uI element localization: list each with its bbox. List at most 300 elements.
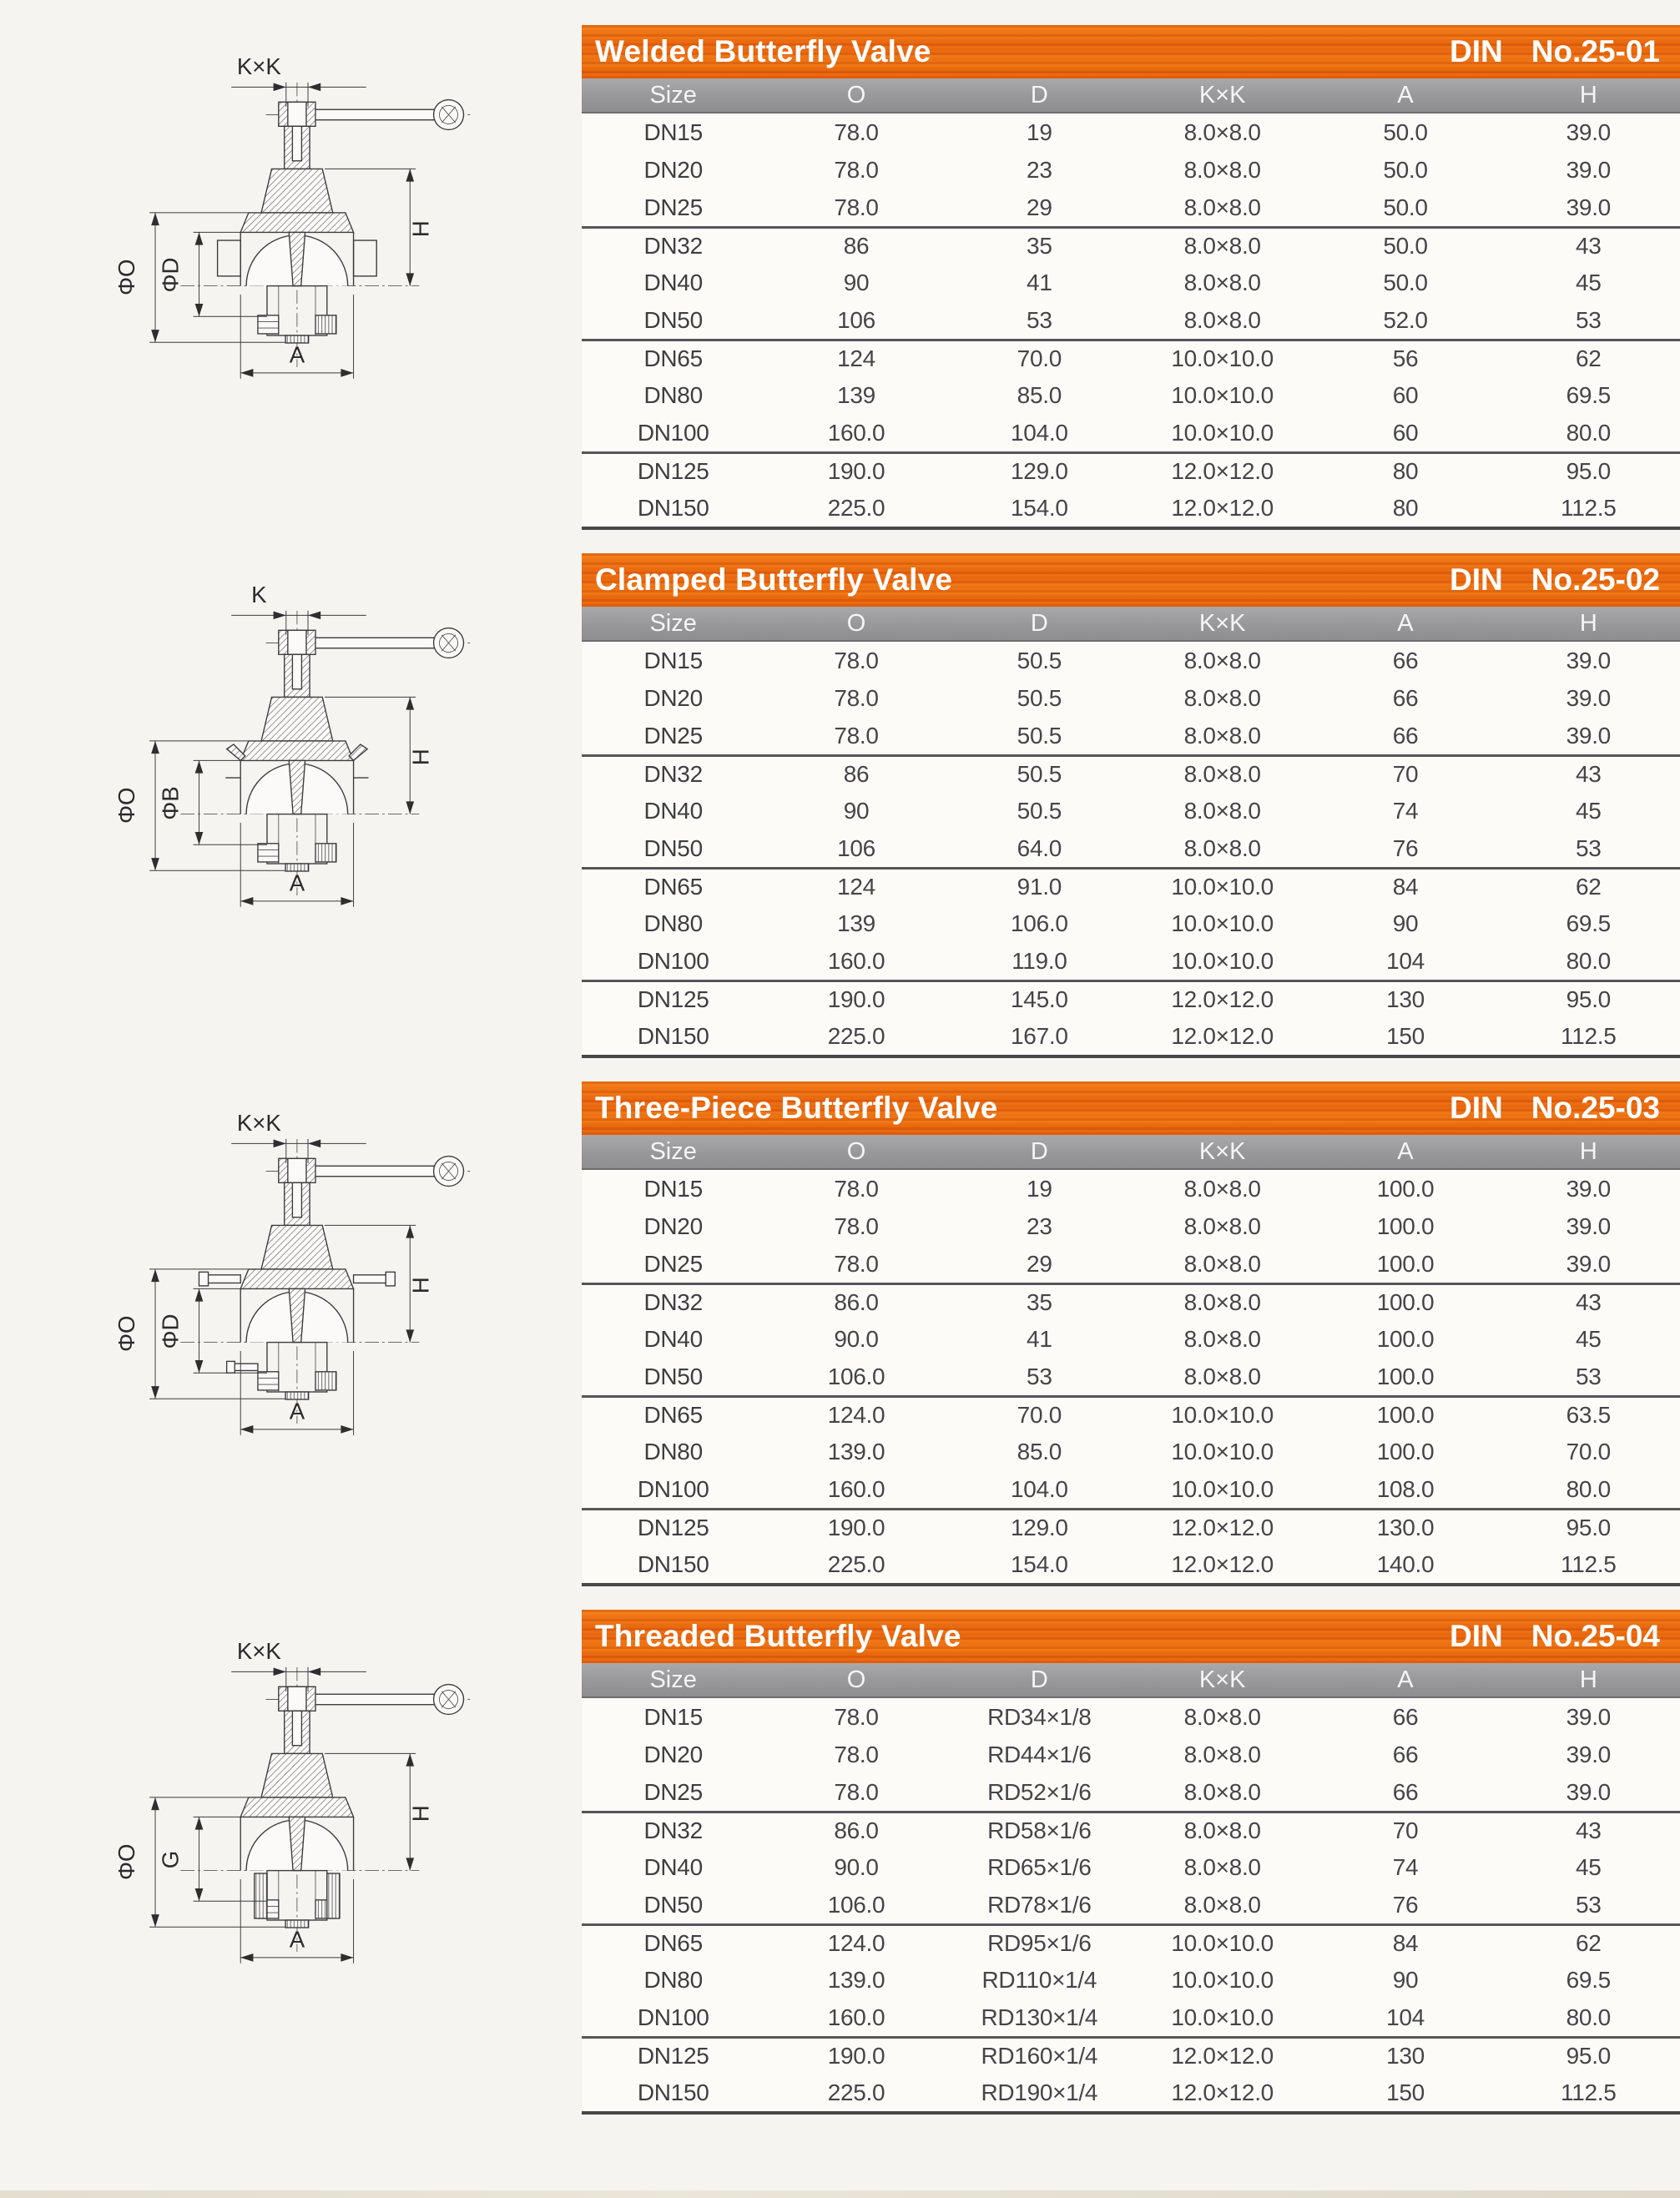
- spec-cell: 12.0×12.0: [1171, 1022, 1274, 1049]
- column-header: D: [1030, 1666, 1048, 1693]
- spec-cell: 12.0×12.0: [1171, 2079, 1274, 2105]
- spec-cell: 124: [837, 345, 875, 371]
- spec-cell: 43: [1576, 233, 1602, 259]
- size-cell: DN40: [643, 1325, 703, 1352]
- dimension-k: [231, 582, 366, 635]
- spec-cell: 130: [1386, 986, 1425, 1012]
- column-header: A: [1397, 1137, 1414, 1165]
- table-row: [582, 1433, 1680, 1470]
- dim-label-top: K×K: [236, 1110, 281, 1137]
- spec-cell: 160.0: [827, 419, 885, 446]
- size-cell: DN40: [643, 797, 703, 824]
- spec-cell: 78.0: [834, 194, 879, 220]
- spec-cell: 112.5: [1561, 1550, 1617, 1577]
- spec-cell: 8.0×8.0: [1183, 722, 1261, 749]
- size-cell: DN20: [643, 1741, 703, 1767]
- dim-label-top: K×K: [236, 53, 281, 80]
- spec-cell: 64.0: [1017, 834, 1062, 861]
- spec-cell: RD95×1/6: [987, 1930, 1092, 1956]
- spec-cell: 124: [837, 874, 875, 900]
- size-cell: DN32: [643, 1289, 703, 1315]
- dim-label-outer: ΦO: [113, 259, 139, 296]
- spec-cell: 100.0: [1376, 1402, 1435, 1428]
- column-header: Size: [649, 81, 697, 108]
- spec-cell: 78.0: [834, 1175, 879, 1202]
- spec-cell: 139.0: [827, 1966, 885, 1993]
- size-cell: DN50: [643, 1363, 703, 1389]
- spec-cell: 160.0: [827, 2004, 885, 2030]
- dim-label-outer: ΦO: [113, 1315, 139, 1353]
- spec-cell: 70.0: [1017, 1402, 1062, 1428]
- table-row: [582, 717, 1680, 754]
- spec-cell: 29: [1027, 1250, 1052, 1277]
- spec-cell: 39.0: [1566, 684, 1611, 711]
- spec-cell: 84: [1392, 1930, 1419, 1956]
- spec-cell: 90.0: [834, 1853, 879, 1880]
- valve-section: [0, 1610, 1680, 2115]
- spec-cell: 76: [1392, 1891, 1419, 1918]
- spec-cell: 8.0×8.0: [1183, 1250, 1261, 1277]
- table-row: [582, 1773, 1680, 1811]
- spec-cell: 190.0: [827, 458, 885, 484]
- spec-cell: 70.0: [1566, 1438, 1611, 1464]
- column-header: K×K: [1198, 1137, 1246, 1165]
- dimension-k: [231, 1638, 366, 1691]
- spec-cell: 19: [1027, 1175, 1052, 1202]
- column-header: H: [1579, 81, 1597, 108]
- spec-cell: 70: [1392, 761, 1419, 787]
- table-title-bar: [582, 1610, 1680, 1663]
- spec-cell: 53: [1027, 1363, 1052, 1389]
- spec-cell: 50.0: [1383, 194, 1428, 220]
- spec-cell: 106: [837, 306, 875, 333]
- spec-cell: 104.0: [1011, 419, 1068, 446]
- column-header: K×K: [1198, 81, 1246, 108]
- table-row: [582, 226, 1680, 264]
- spec-cell: 104: [1386, 2004, 1425, 2030]
- spec-cell: 69.5: [1566, 1966, 1611, 1993]
- spec-cell: 39.0: [1566, 1175, 1611, 1202]
- spec-cell: 66: [1392, 1741, 1419, 1767]
- spec-cell: 190.0: [827, 986, 885, 1012]
- spec-cell: 10.0×10.0: [1171, 1930, 1274, 1956]
- table-row: [582, 792, 1680, 829]
- spec-cell: 76: [1392, 834, 1419, 861]
- table-row: [582, 414, 1680, 451]
- size-cell: DN100: [637, 419, 709, 446]
- column-header-row: [582, 1135, 1680, 1170]
- spec-cell: 108.0: [1376, 1475, 1435, 1502]
- spec-cell: 130.0: [1376, 1515, 1435, 1540]
- spec-cell: 39.0: [1566, 647, 1611, 673]
- spec-cell: 66: [1392, 722, 1419, 749]
- spec-cell: 95.0: [1566, 2043, 1611, 2069]
- spec-cell: 66: [1392, 1703, 1419, 1730]
- spec-cell: 130: [1386, 2043, 1425, 2069]
- column-header: H: [1579, 1666, 1597, 1693]
- spec-cell: 23: [1027, 156, 1052, 183]
- table-title-bar: [582, 1081, 1680, 1135]
- spec-cell: 74: [1392, 1853, 1419, 1880]
- spec-cell: 78.0: [834, 1703, 879, 1730]
- spec-cell: 80.0: [1566, 947, 1611, 974]
- table-row: [582, 1508, 1680, 1545]
- spec-cell: 8.0×8.0: [1183, 1817, 1261, 1843]
- spec-cell: 85.0: [1017, 381, 1062, 408]
- valve-cross-section-drawing: [95, 575, 487, 944]
- spec-cell: 8.0×8.0: [1183, 834, 1261, 861]
- spec-cell: 41: [1027, 1325, 1052, 1352]
- drawing-column: [0, 25, 582, 530]
- size-cell: DN125: [637, 1515, 709, 1540]
- size-cell: DN100: [637, 947, 709, 974]
- column-header: A: [1397, 1666, 1414, 1693]
- table-row: [582, 2074, 1680, 2111]
- spec-cell: 78.0: [834, 156, 879, 183]
- column-header: A: [1397, 609, 1414, 637]
- spec-cell: 80.0: [1566, 2004, 1611, 2030]
- column-header: Size: [649, 609, 697, 637]
- spec-cell: 106.0: [827, 1363, 885, 1389]
- spec-table-body: [582, 1698, 1680, 2115]
- spec-cell: 100.0: [1376, 1250, 1435, 1277]
- table-row: [582, 867, 1680, 905]
- din-standard: [1450, 562, 1660, 597]
- valve-handle: [314, 1685, 463, 1715]
- table-row: [582, 151, 1680, 189]
- spec-cell: 100.0: [1376, 1325, 1435, 1352]
- spec-cell: 167.0: [1011, 1022, 1068, 1049]
- dim-label-bottom: A: [289, 1398, 305, 1424]
- spec-cell: 39.0: [1566, 722, 1611, 749]
- table-title: Welded Butterfly Valve: [595, 34, 931, 68]
- spec-cell: 112.5: [1561, 494, 1617, 521]
- spec-cell: 8.0×8.0: [1183, 269, 1261, 295]
- spec-cell: RD34×1/8: [987, 1703, 1092, 1730]
- size-cell: DN25: [643, 1778, 703, 1805]
- valve-cross-section-drawing: [95, 1103, 487, 1472]
- spec-cell: 50.0: [1383, 233, 1428, 259]
- spec-cell: 95.0: [1566, 1515, 1611, 1540]
- size-cell: DN32: [643, 233, 703, 259]
- table-row: [582, 942, 1680, 980]
- spec-cell: 80: [1392, 458, 1419, 484]
- table-row: [582, 1923, 1680, 1961]
- size-cell: DN25: [643, 1250, 703, 1277]
- spec-cell: 150: [1386, 2079, 1425, 2105]
- dim-label-top: K: [250, 582, 267, 608]
- spec-cell: 45: [1576, 1853, 1602, 1880]
- dimension-k: [231, 53, 366, 107]
- table-row: [582, 679, 1680, 717]
- spec-cell: 8.0×8.0: [1183, 1363, 1261, 1389]
- size-cell: DN65: [643, 874, 703, 900]
- spec-cell: 90: [843, 269, 870, 295]
- size-cell: DN65: [643, 345, 703, 371]
- spec-cell: 53: [1027, 306, 1052, 333]
- spec-cell: 53: [1576, 834, 1602, 861]
- din-code: No.25-03: [1531, 1091, 1660, 1125]
- table-row: [582, 339, 1680, 376]
- spec-cell: 39.0: [1566, 1212, 1611, 1239]
- size-cell: DN65: [643, 1930, 703, 1956]
- dim-label-height: H: [406, 1277, 433, 1294]
- size-cell: DN80: [643, 910, 703, 936]
- table-row: [582, 1245, 1680, 1283]
- spec-cell: 43: [1576, 761, 1602, 787]
- valve-section: [0, 553, 1680, 1058]
- spec-cell: 8.0×8.0: [1183, 156, 1261, 183]
- spec-cell: 154.0: [1011, 1550, 1068, 1577]
- table-row: [582, 1848, 1680, 1886]
- spec-cell: 129.0: [1011, 1515, 1068, 1540]
- spec-cell: 91.0: [1017, 874, 1062, 900]
- spec-cell: 124.0: [827, 1930, 885, 1956]
- spec-cell: 78.0: [834, 684, 879, 711]
- table-row: [582, 1698, 1680, 1736]
- size-cell: DN150: [637, 1550, 709, 1577]
- spec-cell: 90: [843, 797, 870, 824]
- spec-cell: 190.0: [827, 1515, 885, 1540]
- column-header: Size: [649, 1666, 697, 1693]
- table-row: [582, 189, 1680, 226]
- spec-cell: 225.0: [827, 1550, 885, 1577]
- table-row: [582, 1886, 1680, 1923]
- dim-label-bottom: A: [289, 341, 305, 368]
- spec-cell: 100.0: [1376, 1212, 1435, 1239]
- spec-cell: 124.0: [827, 1402, 885, 1428]
- spec-cell: 8.0×8.0: [1183, 1741, 1261, 1767]
- spec-cell: 8.0×8.0: [1183, 761, 1261, 787]
- table-row: [582, 264, 1680, 301]
- table-title: Clamped Butterfly Valve: [595, 562, 953, 597]
- spec-cell: 139: [837, 381, 875, 408]
- spec-table-body: [582, 642, 1680, 1058]
- din-standard: [1450, 34, 1660, 69]
- table-title-bar: [582, 553, 1680, 607]
- spec-cell: 86: [843, 761, 870, 787]
- spec-cell: 160.0: [827, 1475, 885, 1502]
- size-cell: DN15: [643, 118, 703, 145]
- spec-cell: 45: [1576, 269, 1602, 295]
- size-cell: DN32: [643, 1817, 703, 1843]
- valve-stem: [278, 1686, 315, 1753]
- valve-handle: [314, 1157, 463, 1187]
- column-header: K×K: [1198, 609, 1246, 637]
- column-header-row: [582, 607, 1680, 642]
- spec-cell: 60: [1392, 419, 1419, 446]
- column-header: O: [846, 81, 866, 108]
- dim-label-height: H: [406, 1805, 433, 1822]
- table-title-bar: [582, 25, 1680, 78]
- spec-table-body: [582, 113, 1680, 530]
- size-cell: DN15: [643, 1703, 703, 1730]
- column-header: O: [846, 1666, 866, 1693]
- table-row: [582, 1207, 1680, 1245]
- spec-table-body: [582, 1170, 1680, 1586]
- spec-cell: 8.0×8.0: [1183, 1175, 1261, 1202]
- column-header: H: [1579, 609, 1597, 637]
- spec-cell: 63.5: [1566, 1402, 1611, 1428]
- spec-cell: 50.5: [1017, 797, 1062, 824]
- spec-cell: 69.5: [1566, 910, 1611, 936]
- spec-cell: 150: [1386, 1022, 1425, 1049]
- spec-cell: 80.0: [1566, 1475, 1611, 1502]
- table-row: [582, 905, 1680, 942]
- table-row: [582, 1358, 1680, 1395]
- valve-handle: [314, 628, 463, 658]
- spec-cell: 8.0×8.0: [1183, 797, 1261, 824]
- spec-cell: RD160×1/4: [981, 2043, 1098, 2069]
- column-header: D: [1030, 81, 1048, 108]
- spec-cell: 62: [1576, 874, 1602, 900]
- spec-cell: 10.0×10.0: [1171, 874, 1274, 900]
- spec-cell: 53: [1576, 306, 1602, 333]
- dim-label-outer: ΦO: [113, 1843, 139, 1881]
- spec-cell: 12.0×12.0: [1171, 2043, 1274, 2069]
- valve-section: [0, 1081, 1680, 1586]
- valve-stem: [278, 102, 315, 169]
- spec-cell: 78.0: [834, 1250, 879, 1277]
- spec-cell: 8.0×8.0: [1183, 1703, 1261, 1730]
- spec-cell: 10.0×10.0: [1171, 1475, 1274, 1502]
- spec-cell: RD110×1/4: [981, 1966, 1097, 1993]
- spec-cell: 45: [1576, 797, 1602, 824]
- spec-cell: 100.0: [1376, 1438, 1435, 1464]
- size-cell: DN125: [637, 986, 709, 1012]
- dimension-k: [231, 1110, 366, 1163]
- spec-cell: 8.0×8.0: [1183, 1853, 1261, 1880]
- din-code: No.25-02: [1531, 562, 1660, 597]
- column-header: K×K: [1198, 1666, 1246, 1693]
- spec-cell: 90: [1392, 910, 1419, 936]
- spec-cell: 86.0: [834, 1817, 879, 1843]
- size-cell: DN100: [637, 1475, 709, 1502]
- spec-cell: 139: [837, 910, 875, 936]
- spec-cell: RD44×1/6: [987, 1741, 1092, 1767]
- spec-cell: 52.0: [1383, 306, 1428, 333]
- size-cell: DN32: [643, 761, 703, 787]
- spec-cell: 39.0: [1566, 156, 1611, 183]
- spec-cell: 35: [1027, 1289, 1052, 1315]
- spec-cell: 8.0×8.0: [1183, 306, 1261, 333]
- spec-cell: 78.0: [834, 1778, 879, 1805]
- column-header: O: [846, 609, 866, 637]
- spec-cell: 10.0×10.0: [1171, 1438, 1274, 1464]
- spec-cell: 86: [843, 233, 870, 259]
- spec-cell: 80: [1392, 494, 1419, 521]
- size-cell: DN150: [637, 2079, 709, 2105]
- spec-table: [582, 1610, 1680, 2115]
- valve-section: [0, 25, 1680, 530]
- valve-handle: [314, 100, 463, 130]
- spec-cell: 66: [1392, 647, 1419, 673]
- spec-cell: 53: [1576, 1363, 1602, 1389]
- spec-cell: 86.0: [834, 1289, 879, 1315]
- column-header: A: [1397, 81, 1414, 108]
- spec-cell: 8.0×8.0: [1183, 647, 1261, 673]
- spec-cell: 50.5: [1017, 684, 1062, 711]
- spec-cell: 50.5: [1017, 761, 1062, 787]
- column-header: D: [1030, 1137, 1048, 1165]
- spec-cell: 10.0×10.0: [1171, 1402, 1274, 1428]
- din-code: No.25-01: [1531, 34, 1660, 68]
- spec-cell: 74: [1392, 797, 1419, 824]
- size-cell: DN15: [643, 647, 703, 673]
- spec-cell: 41: [1027, 269, 1052, 295]
- spec-cell: 39.0: [1566, 194, 1611, 220]
- spec-cell: RD58×1/6: [987, 1817, 1092, 1843]
- size-cell: DN125: [637, 2043, 709, 2069]
- spec-cell: 39.0: [1566, 1778, 1611, 1805]
- table-row: [582, 1470, 1680, 1508]
- spec-cell: 8.0×8.0: [1183, 1212, 1261, 1239]
- spec-cell: 78.0: [834, 647, 879, 673]
- table-row: [582, 1320, 1680, 1358]
- spec-cell: 8.0×8.0: [1183, 118, 1261, 145]
- spec-cell: 12.0×12.0: [1171, 1550, 1274, 1577]
- spec-cell: 78.0: [834, 1212, 879, 1239]
- spec-cell: 39.0: [1566, 1250, 1611, 1277]
- dim-label-height: H: [406, 220, 433, 238]
- spec-table: [582, 25, 1680, 530]
- spec-cell: 8.0×8.0: [1183, 1891, 1261, 1918]
- spec-cell: 100.0: [1376, 1289, 1435, 1315]
- column-header: H: [1579, 1137, 1597, 1165]
- spec-cell: 104.0: [1011, 1475, 1068, 1502]
- spec-cell: 12.0×12.0: [1171, 1515, 1274, 1540]
- spec-cell: 43: [1576, 1289, 1602, 1315]
- size-cell: DN20: [643, 684, 703, 711]
- spec-cell: 10.0×10.0: [1171, 381, 1274, 408]
- spec-cell: 100.0: [1376, 1363, 1435, 1389]
- dim-label-inner: ΦD: [157, 1313, 184, 1349]
- table-row: [582, 451, 1680, 489]
- spec-cell: 84: [1392, 874, 1419, 900]
- spec-cell: 80.0: [1566, 419, 1611, 446]
- dim-label-bottom: A: [289, 870, 305, 896]
- drawing-column: [0, 553, 582, 1058]
- page-bottom-scan-edge: [0, 2190, 1680, 2198]
- sections-container: [0, 25, 1680, 2115]
- dim-label-inner: G: [157, 1850, 184, 1869]
- table-row: [582, 1170, 1680, 1207]
- spec-cell: 10.0×10.0: [1171, 947, 1274, 974]
- din-label: DIN: [1450, 562, 1503, 597]
- column-header-row: [582, 78, 1680, 113]
- spec-cell: 78.0: [834, 722, 879, 749]
- spec-cell: 104: [1386, 947, 1425, 974]
- spec-cell: 66: [1392, 684, 1419, 711]
- spec-cell: 78.0: [834, 1741, 879, 1767]
- spec-cell: 8.0×8.0: [1183, 1778, 1261, 1805]
- spec-cell: 12.0×12.0: [1171, 458, 1274, 484]
- spec-cell: 8.0×8.0: [1183, 1289, 1261, 1315]
- spec-cell: 95.0: [1566, 458, 1611, 484]
- spec-cell: 140.0: [1376, 1550, 1435, 1577]
- spec-cell: 8.0×8.0: [1183, 1325, 1261, 1352]
- spec-cell: 10.0×10.0: [1171, 345, 1274, 371]
- size-cell: DN65: [643, 1402, 703, 1428]
- spec-cell: 69.5: [1566, 381, 1611, 408]
- spec-cell: 139.0: [827, 1438, 885, 1464]
- column-header: O: [846, 1137, 866, 1165]
- table-row: [582, 1811, 1680, 1848]
- table-row: [582, 1545, 1680, 1583]
- spec-cell: 106.0: [827, 1891, 885, 1918]
- din-standard: [1450, 1619, 1660, 1654]
- spec-cell: 45: [1576, 1325, 1602, 1352]
